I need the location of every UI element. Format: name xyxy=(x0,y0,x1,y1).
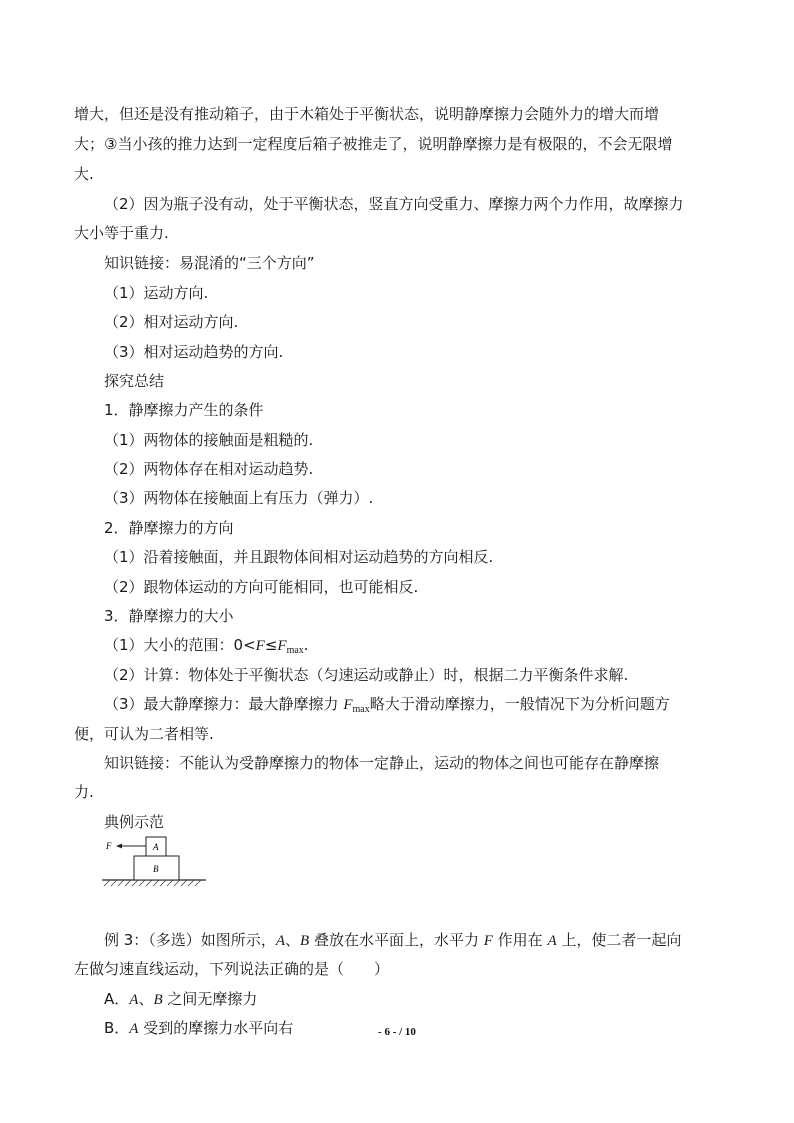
blocks-figure xyxy=(102,836,206,888)
math-var: A xyxy=(129,992,139,1008)
list-item: （3）相对运动趋势的方向. xyxy=(104,343,284,361)
list-item xyxy=(104,694,670,717)
list-item: （1）沿着接触面，并且跟物体间相对运动趋势的方向相反. xyxy=(104,548,494,566)
math-var: F xyxy=(255,638,265,654)
text-run: 上，使二者一起向 xyxy=(556,931,682,949)
answer-option-a xyxy=(104,989,257,1010)
list-item: （2）两物体存在相对运动趋势. xyxy=(104,460,314,478)
paragraph-line: 力. xyxy=(74,783,94,801)
ground-hatching xyxy=(104,880,201,886)
block-a-label: A xyxy=(153,842,159,852)
section-heading: 探究总结 xyxy=(104,372,165,390)
text-run: 、 xyxy=(138,990,154,1008)
math-var: F xyxy=(483,933,493,949)
paragraph-line: 大；③当小孩的推力达到一定程度后箱子被推走了，说明静摩擦力是有极限的，不会无限增 xyxy=(74,135,673,153)
paragraph-line: 左做匀速直线运动，下列说法正确的是（ ） xyxy=(74,960,390,978)
text-run: 、 xyxy=(285,931,301,949)
list-item: （3）两物体在接触面上有压力（弹力）. xyxy=(104,489,374,507)
paragraph-line: 大. xyxy=(74,165,94,183)
text-run: . xyxy=(303,636,309,654)
math-var: B xyxy=(300,933,310,949)
text-run: 受到的摩擦力水平向右 xyxy=(138,1019,294,1037)
arrow-head xyxy=(116,844,122,849)
text-run: 作用在 xyxy=(492,931,548,949)
paragraph-line: （2）因为瓶子没有动，处于平衡状态，竖直方向受重力、摩擦力两个力作用，故摩擦力 xyxy=(104,195,684,213)
page-number: - 6 - / 10 xyxy=(378,1026,416,1038)
example-question xyxy=(104,930,681,951)
list-item: （1）两物体的接触面是粗糙的. xyxy=(104,431,314,449)
paragraph-line: 大小等于重力. xyxy=(74,224,169,242)
paragraph-line: 增大，但还是没有推动箱子，由于木箱处于平衡状态，说明静摩擦力会随外力的增大而增 xyxy=(74,105,660,123)
block-b-label: B xyxy=(153,864,159,874)
list-item: （2）跟物体运动的方向可能相同，也可能相反. xyxy=(104,578,419,596)
text-run: 之间无摩擦力 xyxy=(162,990,258,1008)
math-var: A xyxy=(547,933,557,949)
math-var: B xyxy=(153,992,163,1008)
math-var: F xyxy=(277,638,287,654)
subsection-heading: 1．静摩擦力产生的条件 xyxy=(104,401,264,419)
knowledge-link: 知识链接：不能认为受静摩擦力的物体一定静止，运动的物体之间也可能存在静摩擦 xyxy=(104,754,660,772)
section-heading: 典例示范 xyxy=(104,813,165,831)
force-label: F xyxy=(106,841,112,851)
math-var: A xyxy=(129,1021,139,1037)
subsection-heading: 3．静摩擦力的大小 xyxy=(104,607,234,625)
list-item xyxy=(104,635,309,658)
text-run: 例 3：（多选）如图所示， xyxy=(104,931,276,949)
knowledge-link-heading: 知识链接：易混淆的“三个方向” xyxy=(104,254,315,272)
subsection-heading: 2．静摩擦力的方向 xyxy=(104,519,234,537)
subscript: max xyxy=(352,704,370,715)
math-var: A xyxy=(275,933,285,949)
text-run: A． xyxy=(104,990,130,1008)
text-run: （3）最大静摩擦力：最大静摩擦力 xyxy=(104,695,344,713)
text-run: ≤ xyxy=(264,636,278,654)
text-run: 叠放在水平面上，水平力 xyxy=(309,931,484,949)
list-item: （1）运动方向. xyxy=(104,284,209,302)
text-run: B． xyxy=(104,1019,130,1037)
math-var: F xyxy=(343,697,353,713)
list-item: （2）计算：物体处于平衡状态（匀速运动或静止）时，根据二力平衡条件求解. xyxy=(104,666,629,684)
subscript: max xyxy=(286,645,304,656)
text-run: （1）大小的范围：0< xyxy=(104,636,256,654)
list-item: （2）相对运动方向. xyxy=(104,313,239,331)
paragraph-line: 便，可认为二者相等. xyxy=(74,725,214,743)
text-run: 略大于滑动摩擦力，一般情况下为分析问题方 xyxy=(369,695,670,713)
